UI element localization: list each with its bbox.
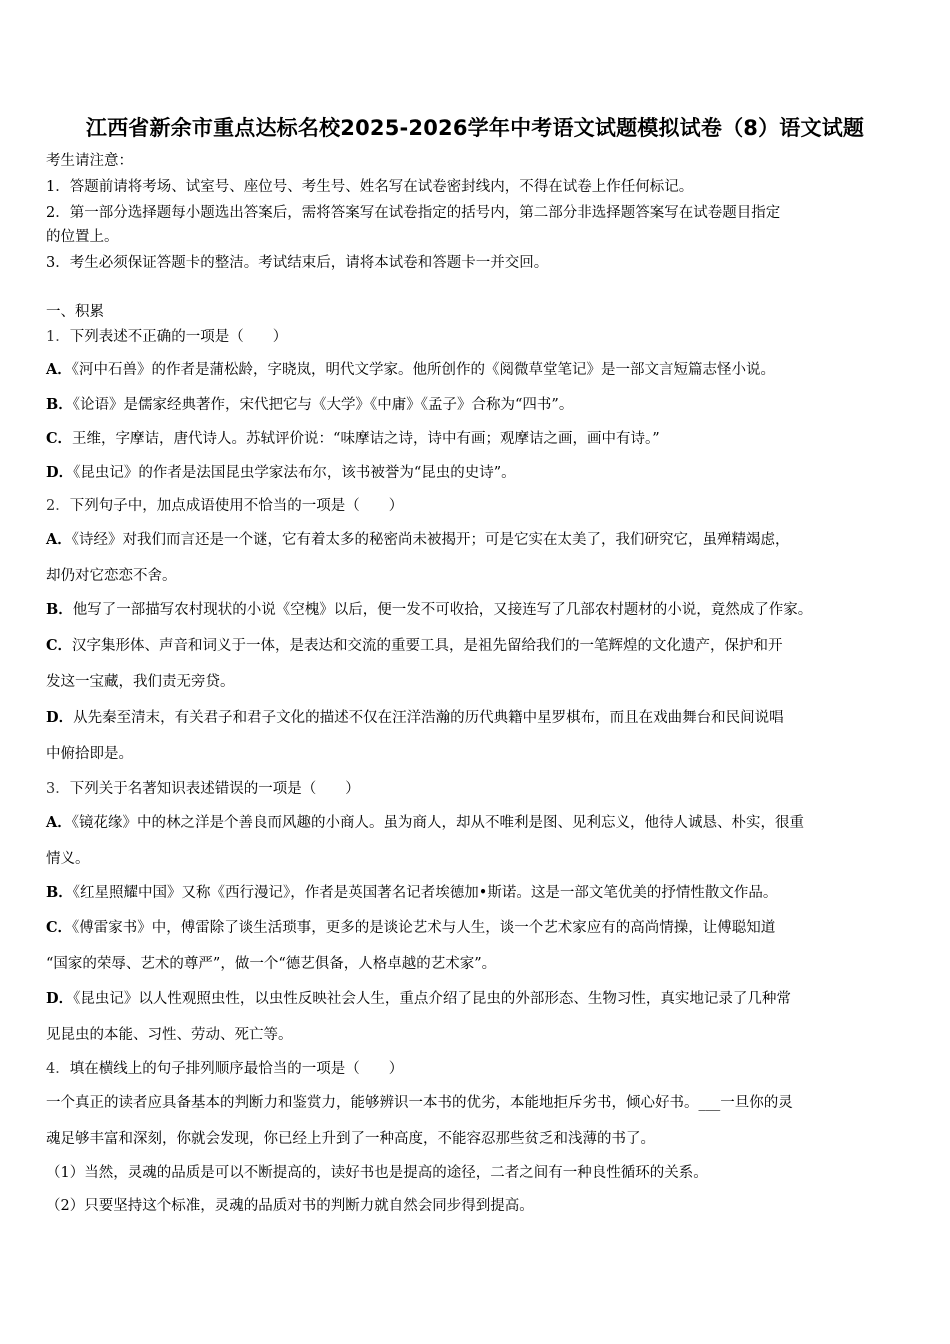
- option-label: D．: [46, 709, 74, 726]
- option-text: 《红星照耀中国》又称《西行漫记》，作者是英国著名记者埃德加•斯诺。这是一部文笔优美的抒情性散文作品。: [72, 885, 778, 901]
- q4-passage-line-1: 一个真正的读者应具备基本的判断力和鉴赏力，能够辨识一本书的优劣，本能地拒斥劣书，倾心好书。___一旦你的灵: [46, 1095, 793, 1111]
- question-3: [46, 780, 360, 798]
- q2-option-b: [46, 601, 812, 619]
- notice-item-1: 1．答题前请将考场、试室号、座位号、考生号、姓名写在试卷密封线内，不得在试卷上作任何标记。: [46, 179, 694, 195]
- question-number: 4．: [46, 1061, 70, 1077]
- q2-option-c: [46, 637, 783, 655]
- option-text: 《河中石兽》的作者是蒲松龄，字晓岚，明代文学家。他所创作的《阅微草堂笔记》是一部文言短篇志怪小说。: [71, 362, 776, 378]
- question-4: [46, 1060, 403, 1078]
- option-label: C．: [46, 919, 73, 936]
- q4-sentence-2: （2）只要坚持这个标准，灵魂的品质对书的判断力就自然会同步得到提高。: [46, 1198, 534, 1214]
- question-stem: 下列关于名著知识表述错误的一项是（ ）: [69, 781, 360, 797]
- option-text: 《诗经》对我们而言还是一个谜，它有着太多的秘密尚未被揭开；可是它实在太美了，我们研究它，虽殚精竭虑，: [71, 532, 790, 548]
- option-text: 《傅雷家书》中，傅雷除了谈生活琐事，更多的是谈论艺术与人生，谈一个艺术家应有的高尚情操，让傅聪知道: [72, 920, 776, 936]
- q3-option-c-cont: “国家的荣辱、艺术的尊严”，做一个“德艺俱备，人格卓越的艺术家”。: [46, 956, 497, 972]
- notice-heading: 考生请注意：: [46, 153, 133, 169]
- option-label: A．: [46, 531, 72, 548]
- q2-option-a: [46, 531, 790, 549]
- q2-option-d: [46, 709, 784, 727]
- question-2: [46, 497, 403, 515]
- option-label: A．: [46, 814, 72, 831]
- question-1: [46, 328, 287, 346]
- q2-option-a-cont: 却仍对它恋恋不舍。: [46, 568, 177, 584]
- q3-option-b: [46, 884, 777, 902]
- q3-option-d: [46, 990, 791, 1008]
- option-text: 《论语》是儒家经典著作，宋代把它与《大学》《中庸》《孟子》合称为“四书”。: [72, 397, 574, 413]
- section-heading: 一、积累: [46, 304, 104, 320]
- q4-sentence-1: （1）当然，灵魂的品质是可以不断提高的，读好书也是提高的途径，二者之间有一种良性循环的关系。: [46, 1165, 708, 1181]
- notice-item-2: 2．第一部分选择题每小题选出答案后，需将答案写在试卷指定的括号内，第二部分非选择题答案写在试卷题目指定: [46, 205, 781, 221]
- option-text: 《昆虫记》的作者是法国昆虫学家法布尔，该书被誉为“昆虫的史诗”。: [73, 465, 516, 481]
- notice-item-3: 3．考生必须保证答题卡的整洁。考试结束后，请将本试卷和答题卡一并交回。: [46, 255, 549, 271]
- option-text: 汉字集形体、声音和词义于一体，是表达和交流的重要工具，是祖先留给我们的一笔辉煌的文化遗产，保护和开: [72, 638, 783, 654]
- q3-option-a: [46, 814, 804, 832]
- q2-option-d-cont: 中俯拾即是。: [46, 746, 133, 762]
- question-stem: 填在横线上的句子排列顺序最恰当的一项是（ ）: [69, 1061, 404, 1077]
- option-label: C．: [46, 430, 73, 447]
- option-label: D．: [46, 990, 74, 1007]
- question-number: 2．: [46, 498, 70, 514]
- q3-option-a-cont: 情义。: [46, 851, 90, 867]
- notice-item-2-cont: 的位置上。: [46, 229, 119, 245]
- q1-option-d: [46, 464, 516, 482]
- question-number: 1．: [46, 329, 70, 345]
- option-label: A．: [46, 361, 72, 378]
- option-label: D．: [46, 464, 74, 481]
- question-number: 3．: [46, 781, 70, 797]
- q2-option-c-cont: 发这一宝藏，我们责无旁贷。: [46, 674, 235, 690]
- exam-title: 江西省新余市重点达标名校2025-2026学年中考语文试题模拟试卷（8）语文试题: [85, 116, 865, 140]
- q1-option-c: [46, 430, 660, 448]
- option-label: B．: [46, 601, 73, 618]
- q3-option-d-cont: 见昆虫的本能、习性、劳动、死亡等。: [46, 1027, 293, 1043]
- option-text: 《昆虫记》以人性观照虫性，以虫性反映社会人生，重点介绍了昆虫的外部形态、生物习性，真实地记录了几种常: [73, 991, 791, 1007]
- q3-option-c: [46, 919, 775, 937]
- option-text: 从先秦至清末，有关君子和君子文化的描述不仅在汪洋浩瀚的历代典籍中星罗棋布，而且在戏曲舞台和民间说唱: [73, 710, 784, 726]
- option-text: 他写了一部描写农村现状的小说《空槐》以后，便一发不可收拾，又接连写了几部农村题材的小说，竟然成了作家。: [72, 602, 813, 618]
- question-stem: 下列表述不正确的一项是（ ）: [69, 329, 288, 345]
- option-label: B．: [46, 396, 73, 413]
- q1-option-b: [46, 396, 573, 414]
- option-label: B．: [46, 884, 73, 901]
- option-text: 王维，字摩诘，唐代诗人。苏轼评价说：“味摩诘之诗，诗中有画；观摩诘之画，画中有诗。”: [72, 431, 660, 447]
- q1-option-a: [46, 361, 775, 379]
- option-text: 《镜花缘》中的林之洋是个善良而风趣的小商人。虽为商人，却从不唯利是图、见利忘义，他待人诚恳、朴实，很重: [71, 815, 805, 831]
- question-stem: 下列句子中，加点成语使用不恰当的一项是（ ）: [69, 498, 404, 514]
- q4-passage-line-2: 魂足够丰富和深刻，你就会发现，你已经上升到了一种高度，不能容忍那些贫乏和浅薄的书了。: [46, 1131, 655, 1147]
- option-label: C．: [46, 637, 73, 654]
